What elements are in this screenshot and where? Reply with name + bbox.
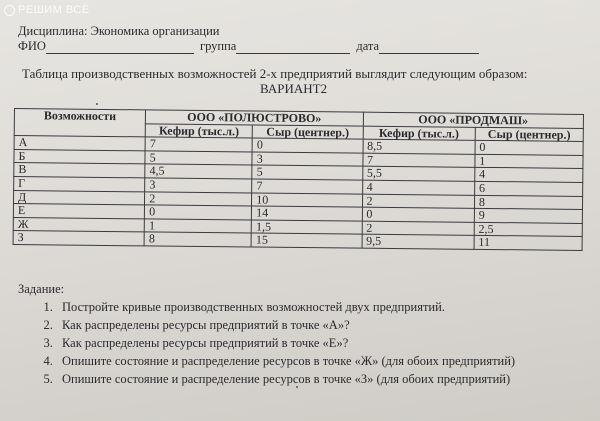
student-info-line xyxy=(18,39,479,54)
row-label: Б xyxy=(14,149,145,164)
variant-title: ВАРИАНТ2 xyxy=(260,81,328,96)
cell-firm1-cheese: 3 xyxy=(252,152,362,167)
header-firm1: ООО «ПОЛЮСТРОВО» xyxy=(146,110,363,126)
row-label: Е xyxy=(13,204,144,219)
cell-firm2-cheese: 6 xyxy=(474,181,582,196)
group-label: группа xyxy=(199,39,237,53)
cell-firm1-kefir: 4,5 xyxy=(145,164,252,179)
paper-speck xyxy=(296,386,298,388)
cell-firm1-cheese: 1,5 xyxy=(251,220,361,235)
cell-firm2-kefir: 7 xyxy=(362,153,474,168)
cell-firm1-cheese: 15 xyxy=(251,233,361,248)
row-label: Г xyxy=(14,176,145,191)
watermark xyxy=(4,4,90,16)
header-firm2-cheese: Сыр (центнер.) xyxy=(475,127,583,142)
cell-firm2-kefir: 4 xyxy=(362,180,474,195)
row-label: Ж xyxy=(13,217,144,232)
fio-blank xyxy=(46,41,194,54)
cell-firm2-cheese: 8 xyxy=(474,195,582,210)
row-label: В xyxy=(14,163,145,178)
cell-firm1-cheese: 7 xyxy=(252,179,362,194)
paper-speck xyxy=(96,103,98,105)
cell-firm2-kefir: 5,5 xyxy=(362,167,474,182)
cell-firm1-cheese: 14 xyxy=(252,206,362,221)
cell-firm2-cheese: 9 xyxy=(474,208,582,223)
list-item: 2. Как распределены ресурсы предприятий в точке «А»? xyxy=(56,318,515,333)
cell-firm2-kefir: 2 xyxy=(362,194,474,209)
cell-firm2-kefir: 9,5 xyxy=(362,234,474,249)
cell-firm1-kefir: 0 xyxy=(145,205,252,220)
cell-firm1-cheese: 0 xyxy=(252,138,362,153)
tasks-list xyxy=(18,300,515,387)
cell-firm1-kefir: 7 xyxy=(145,137,252,152)
cell-firm1-cheese: 10 xyxy=(252,193,362,208)
fio-label: ФИО xyxy=(18,39,46,53)
cell-firm1-kefir: 2 xyxy=(145,191,252,206)
group-blank xyxy=(236,41,350,54)
header-firm1-kefir: Кефир (тыс.л.) xyxy=(145,123,252,138)
cell-firm2-kefir: 0 xyxy=(362,207,474,222)
header-firm1-cheese: Сыр (центнер.) xyxy=(252,125,362,140)
cell-firm2-cheese: 11 xyxy=(474,236,582,251)
tasks-section xyxy=(18,282,515,390)
cell-firm2-kefir: 2 xyxy=(362,221,474,236)
cell-firm2-kefir: 8,5 xyxy=(363,139,475,154)
production-possibilities-table xyxy=(13,108,584,251)
cell-firm2-cheese: 4 xyxy=(475,168,583,183)
row-label: З xyxy=(13,231,144,246)
cell-firm1-kefir: 5 xyxy=(145,151,252,166)
watermark-logo-icon xyxy=(4,5,15,16)
intro-text: Таблица производственных возможностей 2-х предприятий выглядит следующим образом: xyxy=(22,66,528,81)
row-label: А xyxy=(14,136,145,151)
list-item: 5. Опишите состояние и распределение ресурсов в точке «З» (для обоих предприятий) xyxy=(56,372,515,387)
row-label: Д xyxy=(13,190,144,205)
cell-firm1-kefir: 1 xyxy=(144,219,251,234)
list-item: 4. Опишите состояние и распределение ресурсов в точке «Ж» (для обоих предприятий) xyxy=(56,354,515,369)
header-firm2: ООО «ПРОДМАШ» xyxy=(363,112,584,128)
cell-firm2-cheese: 0 xyxy=(475,141,583,156)
cell-firm2-cheese: 1 xyxy=(475,154,583,169)
date-label: дата xyxy=(356,39,380,53)
cell-firm1-kefir: 3 xyxy=(145,178,252,193)
list-item: 3. Как распределены ресурсы предприятий в точке «Е»? xyxy=(56,336,515,351)
tasks-title: Задание: xyxy=(18,282,65,296)
cell-firm1-cheese: 5 xyxy=(252,165,362,180)
list-item: 1. Постройте кривые производственных возможностей двух предприятий. xyxy=(56,300,515,315)
cell-firm2-cheese: 2,5 xyxy=(474,222,582,237)
header-firm2-kefir: Кефир (тыс.л.) xyxy=(363,126,475,141)
cell-firm1-kefir: 8 xyxy=(144,232,251,247)
header-possibilities: Возможности xyxy=(14,109,145,138)
discipline-line: Дисциплина: Экономика организации xyxy=(18,24,220,38)
date-blank xyxy=(379,41,479,54)
watermark-text: РЕШИМ ВСЁ xyxy=(18,4,90,16)
